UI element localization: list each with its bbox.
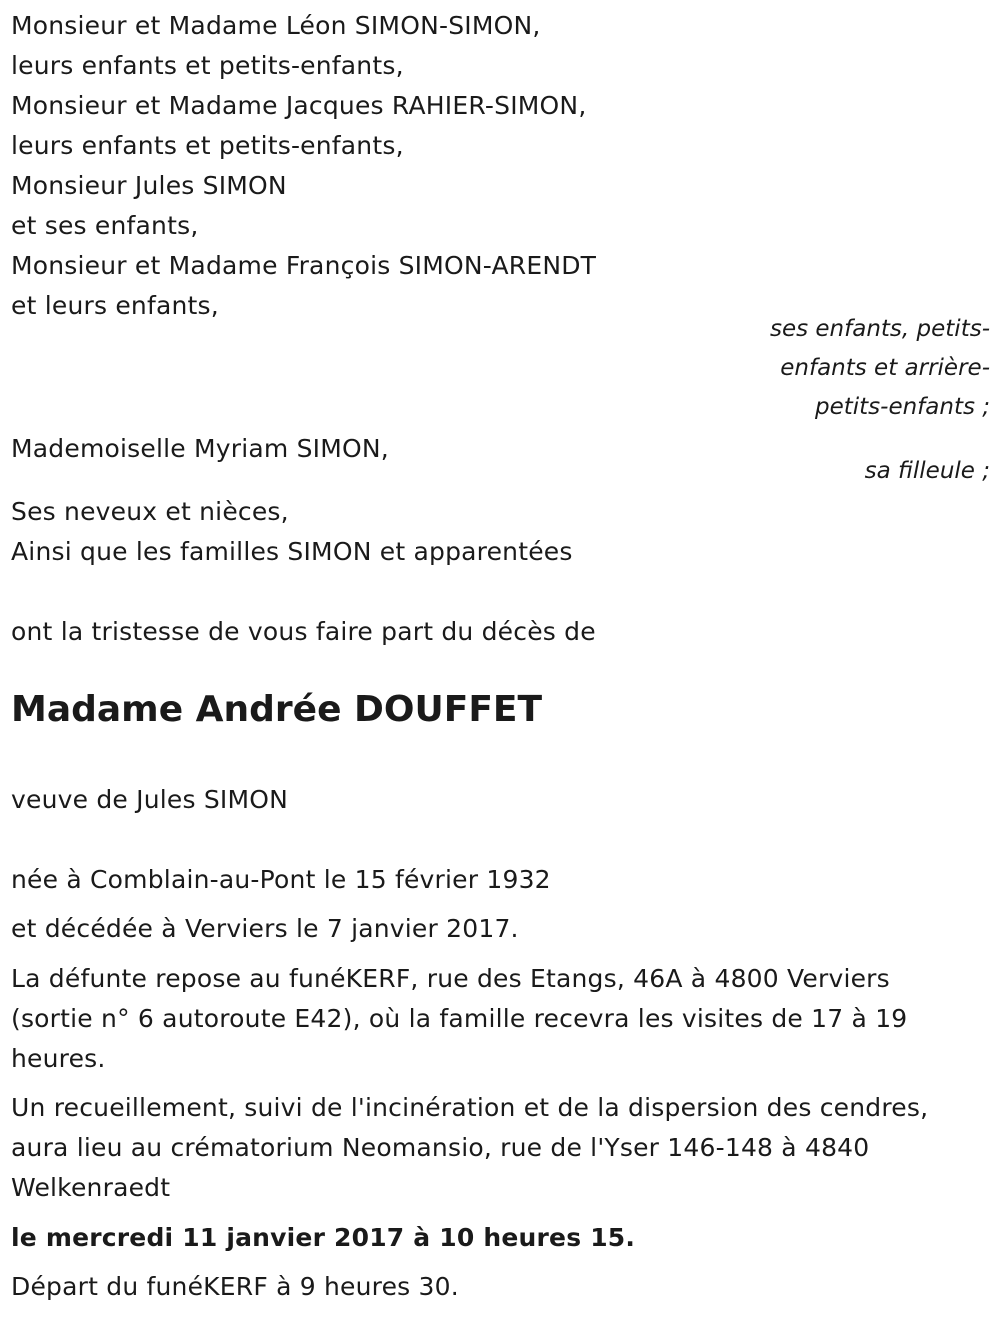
- family-line: Monsieur et Madame Léon SIMON-SIMON,: [11, 11, 541, 40]
- family-line: et leurs enfants,: [11, 291, 219, 320]
- goddaughter-line: Mademoiselle Myriam SIMON,: [11, 434, 389, 463]
- departure-line: Départ du funéKERF à 9 heures 30.: [11, 1272, 459, 1301]
- ceremony-line: Un recueillement, suivi de l'incinération et de la dispersion des cendres,: [11, 1093, 929, 1122]
- announcement: ont la tristesse de vous faire part du décès de: [11, 617, 596, 646]
- ceremony-date: le mercredi 11 janvier 2017 à 10 heures 15.: [11, 1223, 636, 1252]
- death-info: et décédée à Verviers le 7 janvier 2017.: [11, 914, 519, 943]
- family-line: Monsieur Jules SIMON: [11, 171, 287, 200]
- relation-children: enfants et arrière-: [780, 355, 990, 381]
- family-line: leurs enfants et petits-enfants,: [11, 51, 404, 80]
- ceremony-line: Welkenraedt: [11, 1173, 171, 1202]
- relation-children: ses enfants, petits-: [769, 316, 990, 342]
- relation-children: petits-enfants ;: [814, 394, 990, 420]
- ceremony-line: aura lieu au crématorium Neomansio, rue de l'Yser 146-148 à 4840: [11, 1133, 870, 1162]
- birth-info: née à Comblain-au-Pont le 15 février 1932: [11, 865, 551, 894]
- relation-goddaughter: sa filleule ;: [864, 458, 990, 484]
- repose-line: (sortie n° 6 autoroute E42), où la famille recevra les visites de 17 à 19: [11, 1004, 908, 1033]
- family-line: Monsieur et Madame François SIMON-ARENDT: [11, 251, 597, 280]
- deceased-name: Madame Andrée DOUFFET: [11, 689, 543, 730]
- family-line: leurs enfants et petits-enfants,: [11, 131, 404, 160]
- repose-line: heures.: [11, 1044, 106, 1073]
- repose-line: La défunte repose au funéKERF, rue des Etangs, 46A à 4800 Verviers: [11, 964, 890, 993]
- family-line: et ses enfants,: [11, 211, 199, 240]
- family-line: Monsieur et Madame Jacques RAHIER-SIMON,: [11, 91, 587, 120]
- nephews-line: Ses neveux et nièces,: [11, 497, 289, 526]
- families-line: Ainsi que les familles SIMON et apparentées: [11, 537, 573, 566]
- widow-of: veuve de Jules SIMON: [11, 785, 289, 814]
